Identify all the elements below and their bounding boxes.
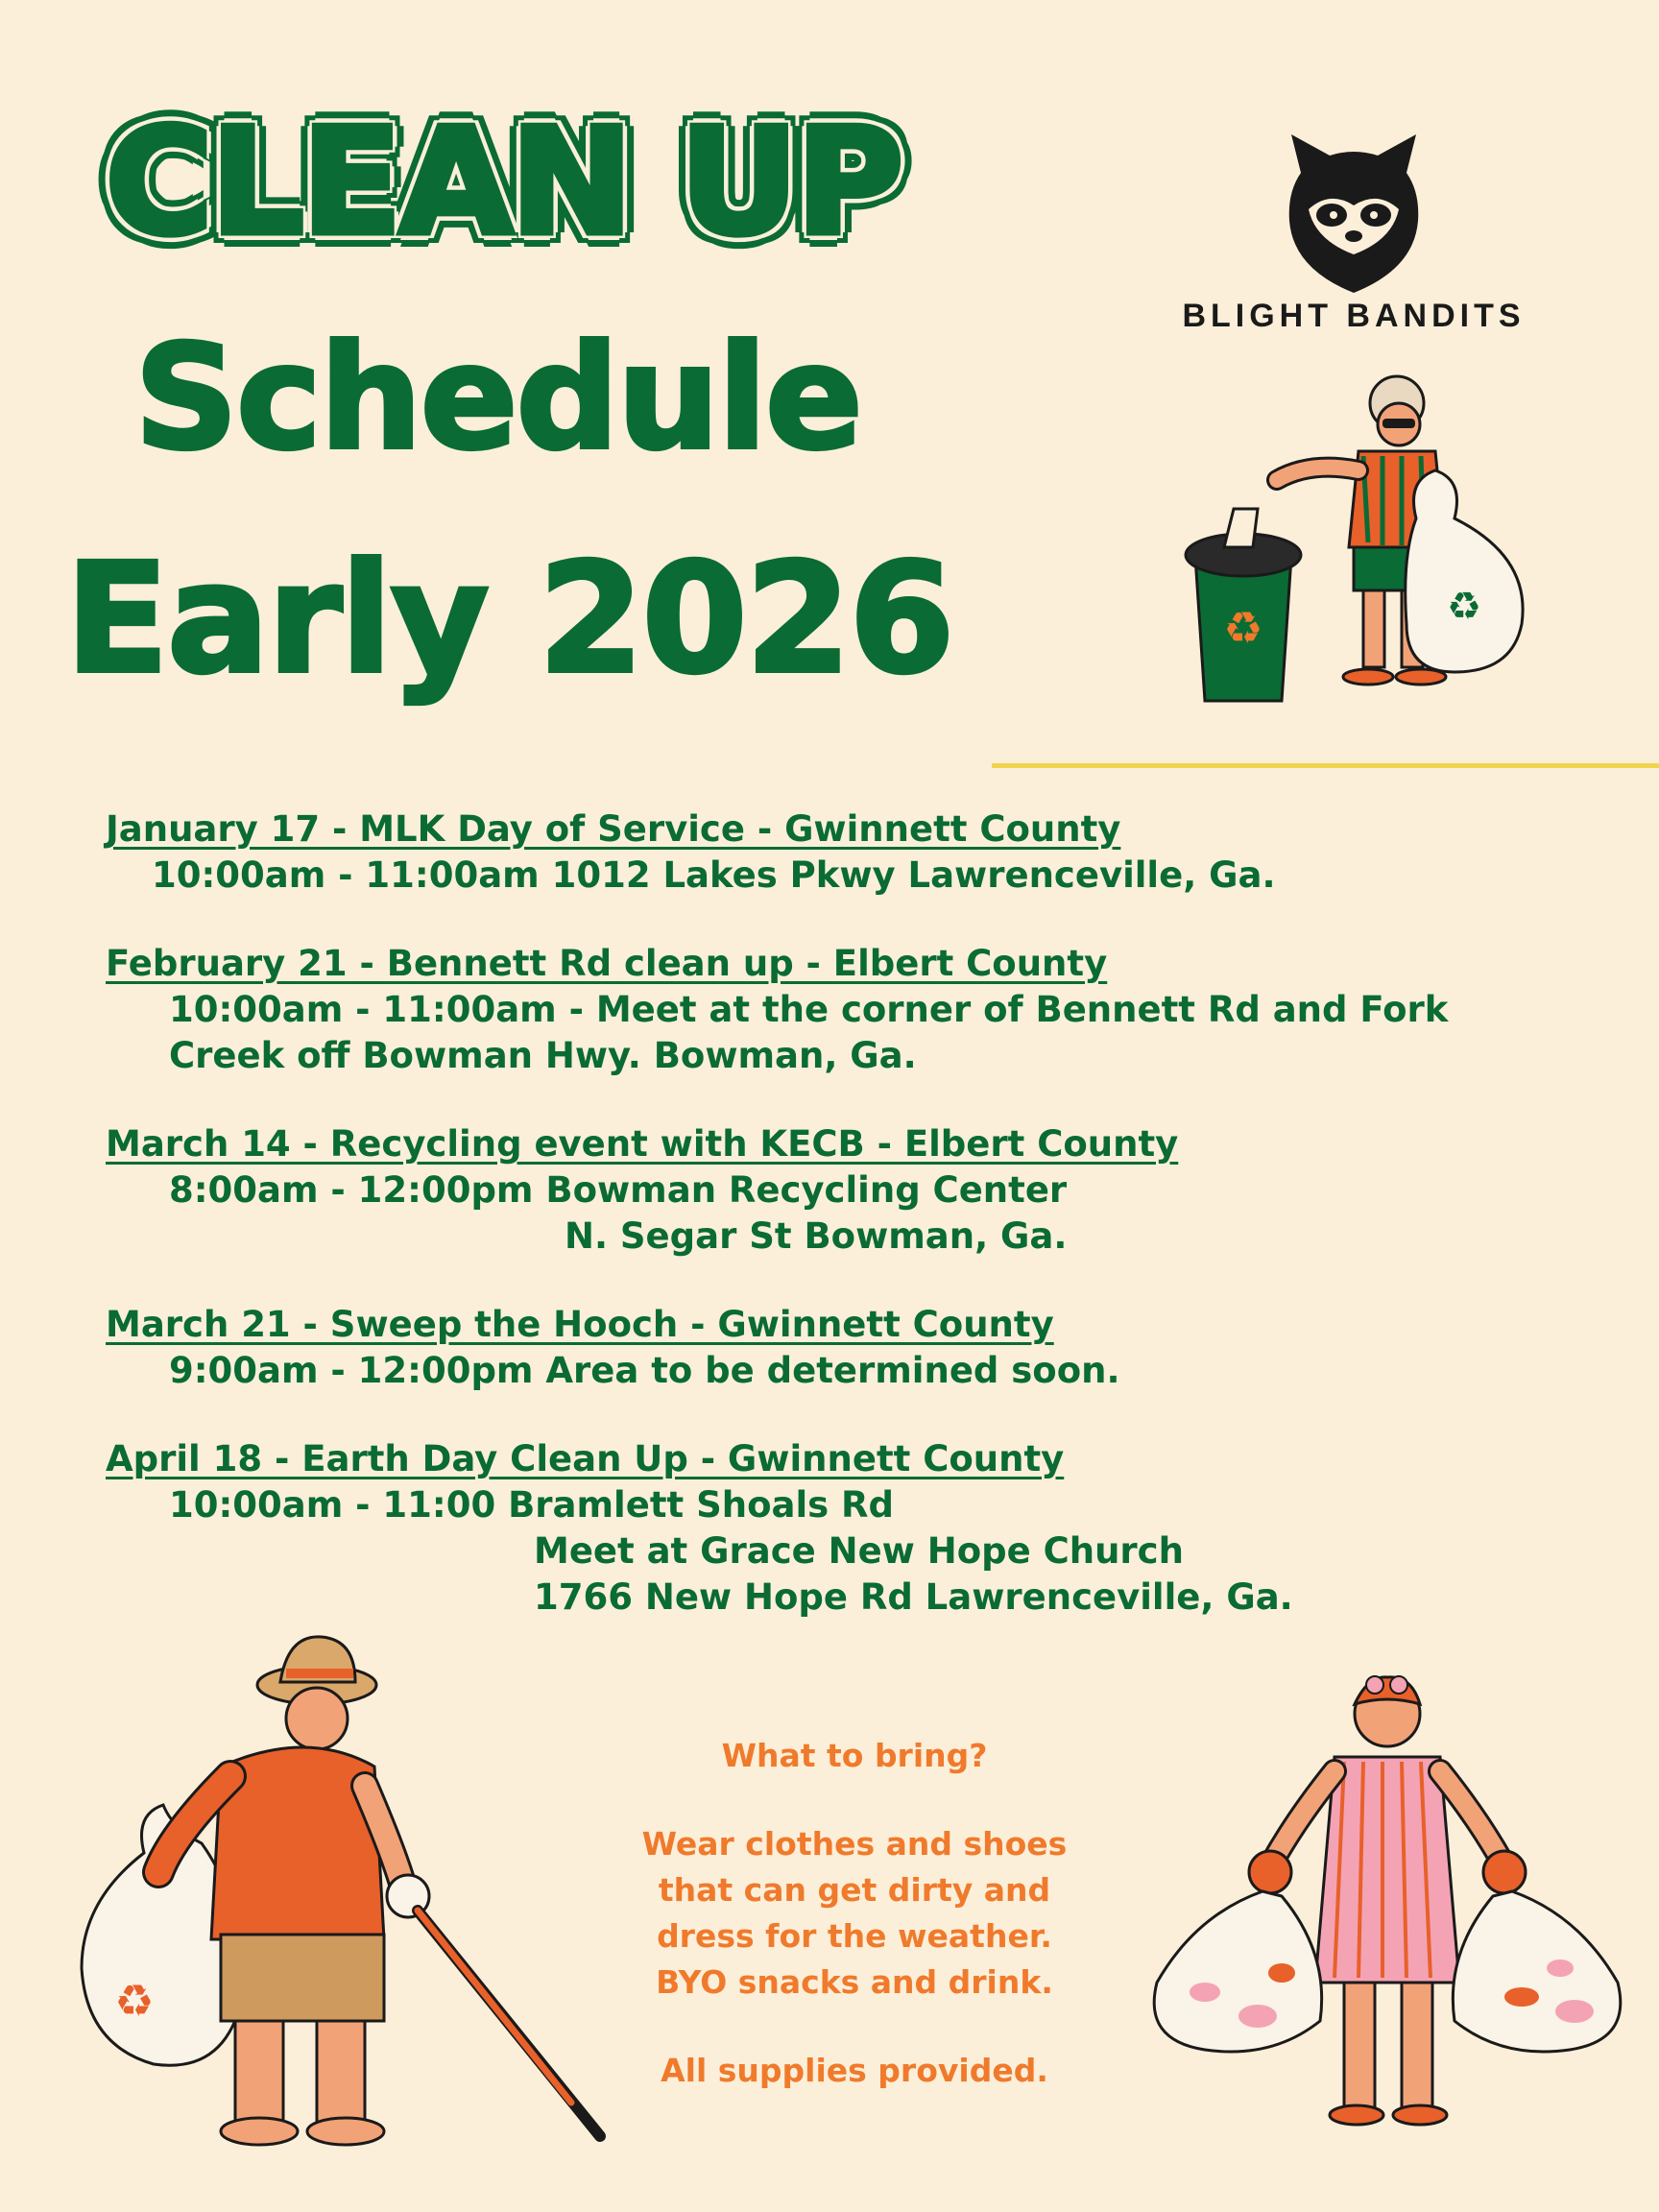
bring-line: BYO snacks and drink.: [656, 1963, 1053, 2001]
event-heading: March 14 - Recycling event with KECB - Elbert County: [106, 1123, 1179, 1165]
raccoon-shield-icon: [1142, 125, 1565, 298]
event-detail: 10:00am - 11:00am 1012 Lakes Pkwy Lawrenceville, Ga.: [152, 854, 1276, 896]
event-item: [106, 1436, 1603, 1621]
bring-line: Wear clothes and shoes: [641, 1825, 1068, 1863]
bring-line: dress for the weather.: [657, 1917, 1052, 1955]
svg-text:♻: ♻: [1223, 602, 1263, 654]
event-heading: January 17 - MLK Day of Service - Gwinnett County: [106, 808, 1121, 850]
title-early-2026: Early 2026: [65, 531, 953, 708]
person-with-trash-can-illustration: [1176, 365, 1541, 710]
person-with-litter-picker-illustration: [67, 1623, 605, 2160]
event-detail: 10:00am - 11:00am - Meet at the corner of Bennett Rd and Fork: [169, 989, 1449, 1030]
event-detail: 9:00am - 12:00pm Area to be determined soon.: [169, 1350, 1120, 1391]
event-detail: N. Segar St Bowman, Ga.: [565, 1215, 1068, 1257]
event-detail: 10:00am - 11:00 Bramlett Shoals Rd: [169, 1484, 895, 1526]
what-to-bring-section: [538, 1733, 1171, 2094]
event-detail: 1766 New Hope Rd Lawrenceville, Ga.: [534, 1576, 1293, 1618]
title-clean-up: CLEAN UP: [106, 97, 902, 267]
bring-heading: What to bring?: [721, 1737, 988, 1774]
bring-line: that can get dirty and: [658, 1871, 1051, 1909]
title-schedule: Schedule: [134, 315, 861, 482]
event-heading: March 21 - Sweep the Hooch - Gwinnett County: [106, 1304, 1054, 1345]
event-item: [106, 1121, 1603, 1260]
svg-text:♻: ♻: [114, 1975, 155, 2027]
event-heading: February 21 - Bennett Rd clean up - Elbert County: [106, 943, 1108, 984]
bring-footer: All supplies provided.: [661, 2052, 1048, 2089]
event-detail: 8:00am - 12:00pm Bowman Recycling Center: [169, 1169, 1068, 1211]
svg-text:♻: ♻: [1447, 585, 1481, 629]
schedule-list: [106, 806, 1603, 1663]
blight-bandits-logo: [1142, 125, 1565, 336]
event-heading: April 18 - Earth Day Clean Up - Gwinnett County: [106, 1438, 1065, 1479]
person-with-bags-illustration: [1138, 1666, 1637, 2165]
event-item: [106, 1302, 1603, 1394]
event-item: [106, 806, 1603, 899]
event-item: [106, 941, 1603, 1079]
event-detail: Meet at Grace New Hope Church: [534, 1530, 1184, 1572]
logo-text: BLIGHT BANDITS: [1182, 298, 1526, 334]
divider-line: [992, 763, 1659, 768]
event-detail: Creek off Bowman Hwy. Bowman, Ga.: [169, 1035, 917, 1076]
